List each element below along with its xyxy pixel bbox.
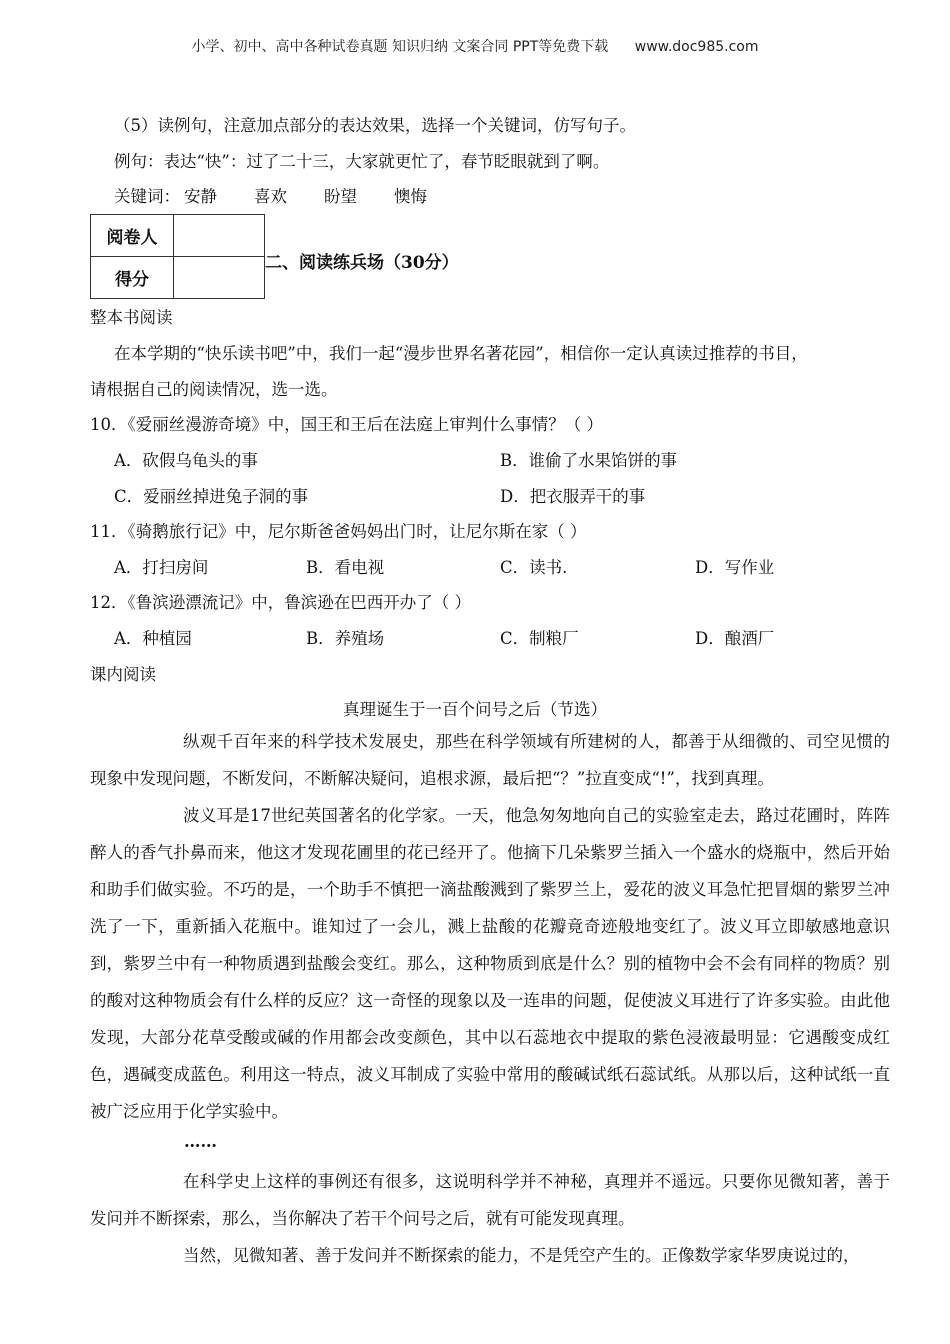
question-12-option-c[interactable]: C．制粮厂 bbox=[500, 629, 579, 648]
q5-keyword: 喜欢 bbox=[254, 187, 287, 206]
score-label: 得分 bbox=[91, 257, 174, 299]
passage-title: 真理诞生于一百个问号之后（节选） bbox=[343, 700, 607, 719]
whole-book-intro-line2: 请根据自己的阅读情况，选一选。 bbox=[90, 380, 338, 399]
q5-prompt: （5）读例句，注意加点部分的表达效果，选择一个关键词，仿写句子。 bbox=[114, 116, 636, 135]
passage-paragraph-3: 在科学史上这样的事例还有很多，这说明科学并不神秘，真理并不遥远。只要你见微知著，善于发问并不断探索，那么，当你解决了若干个问号之后，就有可能发现真理。 bbox=[90, 1172, 890, 1228]
grader-field[interactable] bbox=[174, 215, 265, 257]
grader-label: 阅卷人 bbox=[91, 215, 174, 257]
q5-keyword: 盼望 bbox=[324, 187, 357, 206]
page-header bbox=[0, 36, 950, 56]
score-table bbox=[90, 214, 265, 299]
passage-ellipsis: …… bbox=[184, 1132, 217, 1151]
q5-keywords-label: 关键词： bbox=[114, 187, 180, 206]
question-10-option-b[interactable]: B．谁偷了水果馅饼的事 bbox=[500, 451, 678, 470]
whole-book-heading: 整本书阅读 bbox=[90, 308, 173, 327]
question-10-option-d[interactable]: D．把衣服弄干的事 bbox=[500, 487, 646, 506]
question-10-stem: 10．《爱丽丝漫游奇境》中，国王和王后在法庭上审判什么事情？（ ） bbox=[90, 415, 603, 434]
question-11-option-b[interactable]: B．看电视 bbox=[306, 558, 385, 577]
question-11-option-c[interactable]: C．读书. bbox=[500, 558, 568, 577]
question-10-option-a[interactable]: A．砍假乌龟头的事 bbox=[114, 451, 258, 470]
question-12-option-a[interactable]: A．种植园 bbox=[114, 629, 192, 648]
question-12-option-b[interactable]: B．养殖场 bbox=[306, 629, 385, 648]
question-11-option-a[interactable]: A．打扫房间 bbox=[114, 558, 209, 577]
passage-paragraph-2: 波义耳是17世纪英国著名的化学家。一天，他急匆匆地向自己的实验室走去，路过花圃时，阵阵醉人的香气扑鼻而来，他这才发现花圃里的花已经开了。他摘下几朵紫罗兰插入一个盛水的烧瓶中，然后开始和助手们做实验。不巧的是，一个助手不慎把一滴盐酸溅到了紫罗兰上，爱花的波义耳急忙把冒烟的紫罗兰冲洗了一下，重新插入花瓶中。谁知过了一会儿，溅上盐酸的花瓣竟奇迹般地变红了。波义耳立即敏感地意识到，紫罗兰中有一种物质遇到盐酸会变红。那么，这种物质到底是什么？别的植物中会不会有同样的物质？别的酸对这种物质会有什么样的反应？这一奇怪的现象以及一连串的问题，促使波义耳进行了许多实验。由此他发现，大部分花草受酸或碱的作用都会改变颜色，其中以石蕊地衣中提取的紫色浸液最明显：它遇酸变成红色，遇碱变成蓝色。利用这一特点，波义耳制成了实验中常用的酸碱试纸石蕊试纸。从那以后，这种试纸一直被广泛应用于化学实验中。 bbox=[90, 806, 890, 1121]
q5-keyword: 懊悔 bbox=[394, 187, 427, 206]
question-11-option-d[interactable]: D．写作业 bbox=[695, 558, 775, 577]
in-class-heading: 课内阅读 bbox=[90, 665, 156, 684]
question-10-option-c[interactable]: C．爱丽丝掉进兔子洞的事 bbox=[114, 487, 309, 506]
whole-book-intro-line1: 在本学期的“快乐读书吧”中，我们一起“漫步世界名著花园”，相信你一定认真读过推荐的书目， bbox=[114, 344, 808, 363]
header-text: 小学、初中、高中各种试卷真题 知识归纳 文案合同 PPT等免费下载 bbox=[191, 39, 609, 55]
q5-keyword: 安静 bbox=[184, 187, 217, 206]
passage-paragraph-1: 纵观千百年来的科学技术发展史，那些在科学领域有所建树的人，都善于从细微的、司空见惯的现象中发现问题，不断发问，不断解决疑问，追根求源，最后把“？”拉直变成“!”，找到真理。 bbox=[90, 732, 890, 788]
score-field[interactable] bbox=[174, 257, 265, 299]
passage-paragraph-4: 当然，见微知著、善于发问并不断探索的能力，不是凭空产生的。正像数学家华罗庚说过的， bbox=[183, 1246, 860, 1265]
question-12-stem: 12．《鲁滨逊漂流记》中，鲁滨逊在巴西开办了（ ） bbox=[90, 593, 471, 612]
question-11-stem: 11．《骑鹅旅行记》中，尼尔斯爸爸妈妈出门时，让尼尔斯在家（ ） bbox=[90, 522, 587, 541]
section-title: 二、阅读练兵场（30分） bbox=[265, 253, 459, 273]
q5-example: 例句：表达“快”：过了二十三，大家就更忙了，春节眨眼就到了啊。 bbox=[114, 152, 610, 171]
header-site: www.doc985.com bbox=[634, 39, 759, 55]
question-12-option-d[interactable]: D．酿酒厂 bbox=[695, 629, 775, 648]
